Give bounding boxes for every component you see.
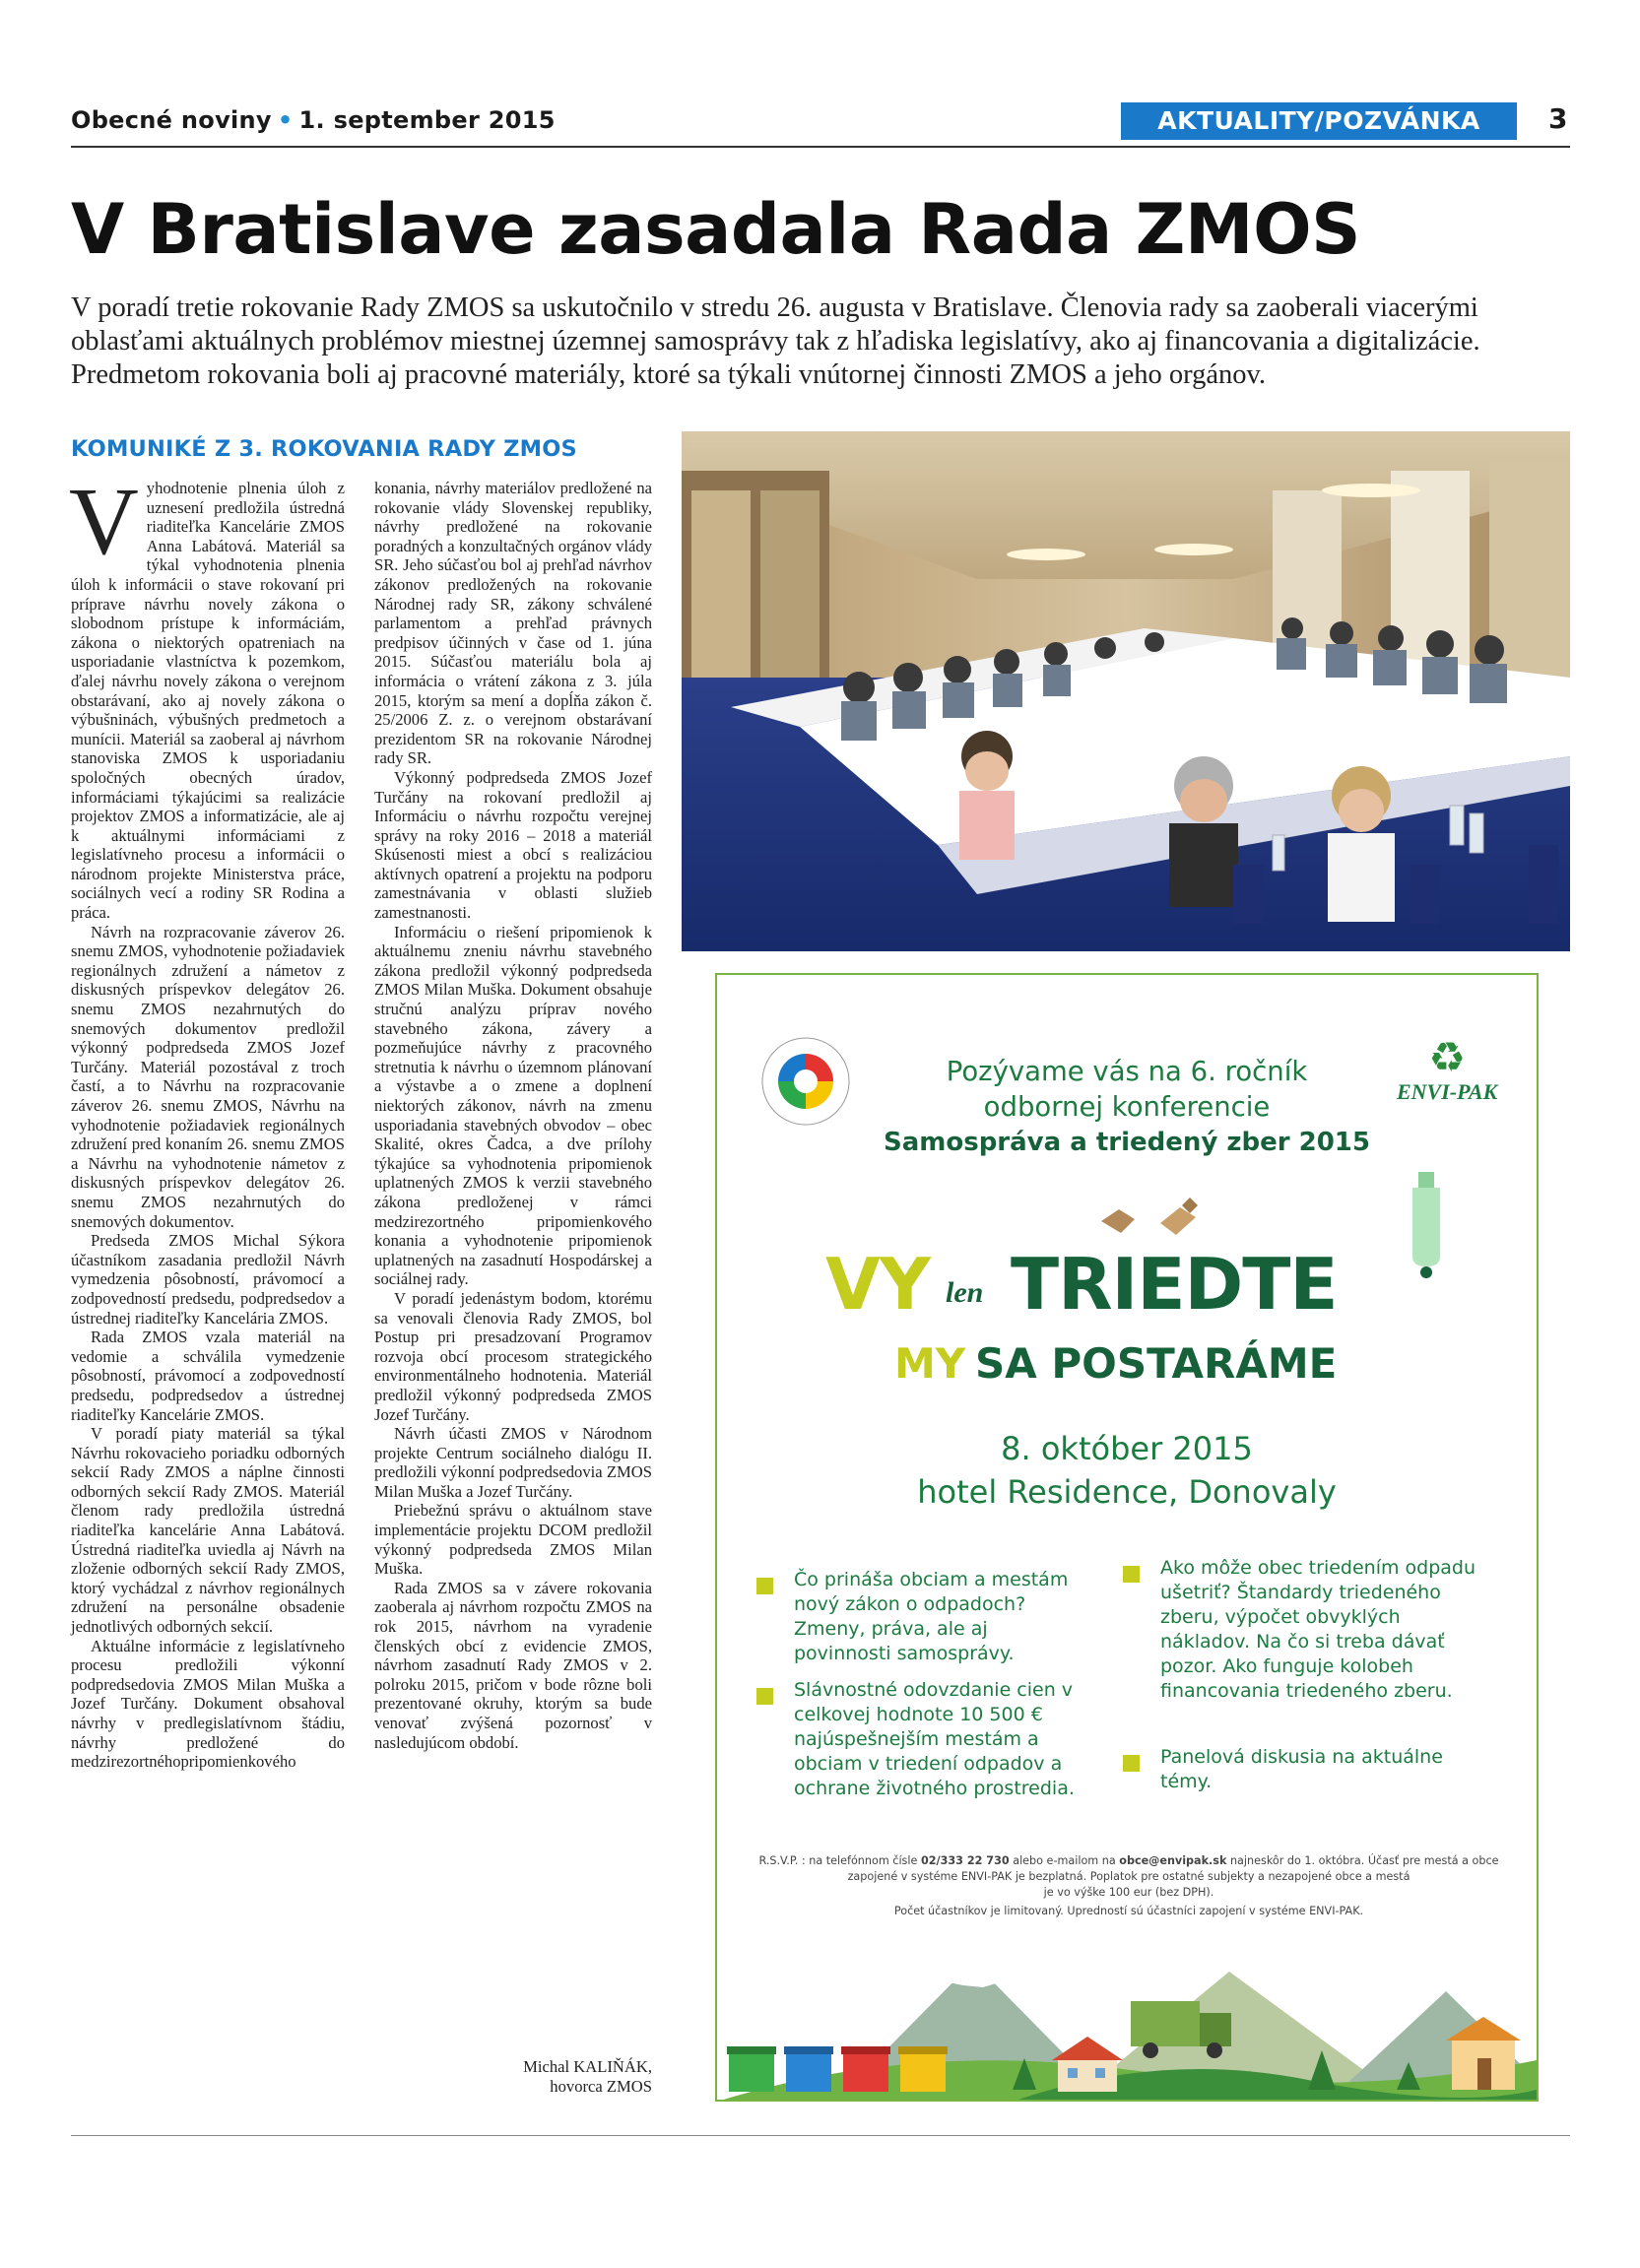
footer-divider <box>71 2135 1570 2136</box>
signature-role: hovorca ZMOS <box>550 2077 652 2096</box>
invite-line-2: odbornej konferencie <box>983 1091 1271 1123</box>
recycled-items-icon <box>1101 1194 1210 1248</box>
drop-cap: V <box>69 469 139 575</box>
conference-advertisement <box>715 973 1539 2102</box>
agenda-item: Panelová diskusia na aktuálne témy. <box>1160 1746 1443 1792</box>
paragraph: konania, návrhy materiálov predložené na rokovanie vlády Slovenskej republiky, návrhy predložené na rokovanie poradných a konzultačných orgánov vlády SR. Jeho súčasťou bol aj prehľad návrhov zákonov predložených na rokovanie Národnej rady SR, zákony schválené parlamentom a prehľad právnych predpisov účinných v čase od 1. júna 2015. Súčasťou materiálu bola aj informácia o vrátení zákona z 3. júla 2015, ktorým sa mení a dopĺňa zákon č. 25/2006 Z. z. o verejnom obstarávaní prezidentom SR na rokovanie Národnej rady SR. <box>374 479 652 768</box>
rsvp-phone: 02/333 22 730 <box>920 1854 1010 1867</box>
participants-note: Počet účastníkov je limitovaný. Upredností sú účastníci zapojení v systéme ENVI-PAK. <box>893 1905 1364 1917</box>
paragraph: Priebežnú správu o aktuálnom stave implementácie projektu DCOM predložil výkonný podpredseda ZMOS Milan Muška. <box>374 1501 652 1579</box>
section-label: AKTUALITY/POZVÁNKA <box>1121 102 1517 140</box>
rsvp-text-part: najneskôr do 1. októbra. Účasť pre mestá a obce <box>1226 1854 1499 1867</box>
event-place: hotel Residence, Donovaly <box>917 1473 1337 1511</box>
bullet-dot-icon: • <box>277 106 294 134</box>
slogan-vy: VY <box>825 1243 930 1326</box>
paragraph: Predseda ZMOS Michal Sýkora účastníkom zasadania predložil Návrh vymedzenia pôsobností, právomocí a zodpovedností predsedu, podpredsedov a ústrednej riaditeľky Kancelária ZMOS. <box>71 1231 345 1328</box>
paragraph: V poradí jedenástym bodom, ktorému sa venovali členovia Rady ZMOS, bol Postup pri presadzovaní Programov rozvoja obcí procesom strategického environmentálneho hodnotenia. Materiál predložil výkonný podpredseda ZMOS Jozef Turčány. <box>374 1288 652 1424</box>
publication-line <box>71 106 556 134</box>
slogan-sa-postarame: SA POSTARÁME <box>975 1339 1338 1388</box>
header-divider <box>71 146 1570 148</box>
event-date: 8. október 2015 <box>1001 1430 1253 1467</box>
agenda-item: Ako môže obec triedením odpadu ušetriť? Štandardy triedeného zberu, výpočet obvyklých nákladov. Na čo si treba dávať pozor. Ako funguje kolobeh financovania triedeného zberu. <box>1160 1557 1476 1702</box>
paragraph: Informáciu o riešení pripomienok k aktuálnemu zneniu návrhu stavebného zákona predložil výkonný podpredseda ZMOS Milan Muška. Dokument obsahuje stručnú analýzu príprav nového stavebného zákona, závery a pozmeňujúce návrhy z pracovného stretnutia k návrhu o územnom plánovaní a výstavbe a o zmene a doplnení niektorých zákonov, návrh na zmenu usporiadania stavebných obvodov – obec Skalité, okres Čadca, a dve prílohy týkajúce sa vyhodnotenia pripomienok uplatnených ZMOS k verzii stavebného zákona predloženej v rámci medzirezortného pripomienkového konania a vyhodnotenie pripomienok uplatnených na zasadnutí Hospodárskej a sociálnej rady. <box>374 922 652 1289</box>
paragraph <box>69 469 345 923</box>
rsvp-text-part: R.S.V.P. : na telefónnom čísle <box>758 1854 921 1867</box>
article-column-1 <box>69 469 345 1772</box>
bullet-square-icon <box>1123 1566 1140 1583</box>
paragraph: V poradí piaty materiál sa týkal Návrhu rokovacieho poriadku odborných sekcií Rady ZMOS a náplne činnosti odborných sekcií Rady ZMOS. Materiál členom rady predložila ústredná riaditeľka kancelárie Anna Labátová. Ústredná riaditeľka uviedla aj Návrh na zloženie odborných sekcií Rady ZMOS, ktorý vychádzal z návrhov regionálnych združení na personálne obsadenie jednotlivých odborných sekcií. <box>71 1424 345 1637</box>
recycle-icon: ♻ <box>1428 1033 1466 1081</box>
paragraph: Aktuálne informácie z legislatívneho procesu predložili výkonní podpredsedovia ZMOS Milan Muška a Jozef Turčány. Dokument obsahoval návrhy v predlegislatívnom štádiu, návrhy predložené do medzirezortnéhopripomienkového <box>71 1636 345 1772</box>
signature-name: Michal KALIŇÁK, <box>523 2057 652 2076</box>
article-column-2 <box>374 479 652 1752</box>
article-headline: V Bratislave zasadala Rada ZMOS <box>71 189 1360 270</box>
paragraph: Návrh na rozpracovanie záverov 26. snemu ZMOS, vyhodnotenie požiadaviek regionálnych združení a námetov z diskusných príspevkov delegátov 26. snemu ZMOS nezahrnutých do snemových dokumentov predložil výkonný podpredseda ZMOS Jozef Turčány. Materiál pozostával z troch častí, a to Návrhu na rozpracovanie záverov 26. snemu ZMOS, Návrhu na vyhodnotenie požiadaviek regionálnych združení pred konaním 26. snemu ZMOS a Návrhu na vyhodnotenie námetov z diskusných príspevkov delegátov 26. snemu ZMOS nezahrnutých do snemových dokumentov. <box>71 922 345 1231</box>
rsvp-line-3: je vo výške 100 eur (bez DPH). <box>1043 1886 1214 1899</box>
slogan-triedte: TRIEDTE <box>1011 1243 1338 1326</box>
slogan-len: len <box>946 1276 984 1309</box>
issue-date: 1. september 2015 <box>298 106 556 134</box>
paragraph: Rada ZMOS sa v závere rokovania zaoberala aj návrhom rozpočtu ZMOS na rok 2015, návrhom na vyradenie členských obcí z evidencie ZMOS, návrhom zasadnutí Rady ZMOS v 2. polroku 2015, pričom v bode rôzne boli prezentované okruhy, ktorým sa bude venovať zvýšená pozornosť v nasledujúcom období. <box>374 1578 652 1752</box>
rsvp-text <box>756 1853 1501 1901</box>
page-number: 3 <box>1548 102 1568 135</box>
invite-line-1: Pozývame vás na 6. ročník <box>946 1056 1308 1087</box>
bullet-square-icon <box>1123 1755 1140 1772</box>
rsvp-line-2: zapojené v systéme ENVI-PAK je bezplatná. Poplatok pre ostatné subjekty a nezapojené obce a mestá <box>847 1870 1410 1883</box>
bullet-square-icon <box>756 1688 773 1705</box>
slogan-my: MY <box>894 1339 966 1388</box>
agenda-item: Čo prináša obciam a mestám nový zákon o odpadoch? Zmeny, práva, ale aj povinnosti samosprávy. <box>794 1569 1069 1664</box>
rsvp-email[interactable]: obce@envipak.sk <box>1119 1854 1227 1867</box>
paragraph: Výkonný podpredseda ZMOS Jozef Turčány na rokovaní predložil aj Informáciu o návrhu rozpočtu verejnej správy na roky 2016 – 2018 a materiál Skúsenosti miest a obcí s realizáciou aktívnych opatrení a projektu na podporu zamestnávania v oblasti služieb zamestnanosti. <box>374 767 652 923</box>
rsvp-text-part: alebo e-mailom na <box>1009 1854 1120 1867</box>
envipak-logo-text: ENVI-PAK <box>1397 1079 1498 1104</box>
publication-name: Obecné noviny <box>71 106 272 134</box>
conference-photo <box>682 431 1570 951</box>
paragraph: Rada ZMOS vzala materiál na vedomie a schválila vymedzenie pôsobností, právomocí a zodpovedností predsedu, podpredsedov a ústrednej riaditeľky Kancelárie ZMOS. <box>71 1328 345 1424</box>
landscape-illustration <box>717 1942 1537 2102</box>
bottle-icon <box>1397 1172 1456 1285</box>
paragraph: Návrh účasti ZMOS v Národnom projekte Centrum sociálneho dialógu II. predložili výkonní podpredsedovia ZMOS Milan Muška a Jozef Turčány. <box>374 1424 652 1501</box>
bullet-square-icon <box>756 1578 773 1594</box>
article-signature <box>374 2057 652 2097</box>
article-lead: V poradí tretie rokovanie Rady ZMOS sa uskutočnilo v stredu 26. augusta v Bratislave. Členovia rady sa zaoberali viacerými oblasťami aktuálnych problémov miestnej územnej samosprávy tak z hľadiska legislatívy, ako aj financovania a digitalizácie. Predmetom rokovania boli aj pracovné materiály, ktoré sa týkali vnútornej činnosti ZMOS a jeho orgánov. <box>71 292 1480 390</box>
conference-title: Samospráva a triedený zber 2015 <box>884 1128 1370 1157</box>
paragraph-text: yhodnotenie plnenia úloh z uznesení predložila ústredná riaditeľka Kancelárie ZMOS Anna Labátová. Materiál sa týkal vyhodnotenia plnenia úloh k informácii o stave rokovaní pri príprave návrhu novely zákona o slobodnom prístupe k informáciám, zákona o niektorých opatreniach na usporiadanie vlastníctva k pozemkom, ďalej návrhu novely zákona o verejnom obstarávaní, ako aj novely zákona o výbušninách, výbušných predmetoch a munícii. Materiál sa zaoberal aj návrhom stanoviska ZMOS k usporiadaniu spoločných obecných úradov, informáciami týkajúcimi sa realizácie projektov ZMOS a informatizácie, ale aj k aktuálnymi informáciami z legislatívneho procesu a informácii o národnom projekte Ministerstva práce, sociálnych vecí a rodiny SR Rodina a práca. <box>71 479 345 923</box>
agenda-item: Slávnostné odovzdanie cien v celkovej hodnote 10 500 € najúspešnejším mestám a obciam v triedení odpadov a ochrane životného prostredia. <box>794 1679 1075 1799</box>
article-subhead: KOMUNIKÉ Z 3. ROKOVANIA RADY ZMOS <box>71 436 577 462</box>
